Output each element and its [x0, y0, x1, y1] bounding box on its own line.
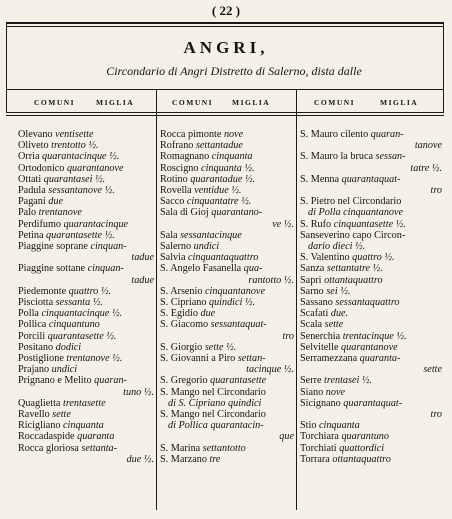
- place-distance: quaranta: [77, 431, 115, 443]
- place-distance: settan-: [237, 353, 266, 365]
- place-distance: cinquanta: [211, 151, 253, 163]
- place-name: S. Rufo: [300, 218, 332, 230]
- place-entry: [18, 308, 154, 319]
- place-distance: cinquanta ½.: [201, 162, 255, 174]
- place-name: S. Mauro cilento: [300, 129, 369, 140]
- place-distance: trentasette: [62, 397, 106, 409]
- place-entry: [18, 353, 154, 364]
- place-entry: [300, 387, 442, 398]
- place-entry: [300, 308, 442, 319]
- place-distance: due.: [330, 308, 349, 320]
- place-distance: quarantuno: [341, 431, 389, 443]
- place-entry: [18, 342, 154, 353]
- place-distance: cinquanta: [318, 420, 360, 432]
- place-distance: quarantasette ½.: [46, 229, 115, 241]
- place-distance: quarantanove: [66, 162, 124, 174]
- place-name: Ravello: [18, 409, 50, 421]
- header-miglia-1: MIGLIA: [96, 98, 135, 107]
- entry-continuation: que: [279, 431, 294, 443]
- place-entry: [18, 151, 154, 162]
- place-name: Sala: [160, 229, 178, 241]
- place-name: S. Giovanni a Piro: [160, 353, 236, 365]
- place-distance: sessan-: [375, 151, 406, 163]
- place-name: Pisciotta: [18, 297, 54, 309]
- place-entry: [300, 151, 442, 162]
- place-distance: sessantaquat-: [210, 319, 267, 331]
- entry-continuation: tadue: [131, 252, 154, 264]
- place-name: Ortodonico: [18, 162, 65, 174]
- place-entry: [160, 196, 294, 207]
- place-distance: sette: [324, 319, 344, 331]
- place-name: Torchiara: [300, 431, 339, 443]
- place-entry: [160, 129, 294, 140]
- place-entry: [300, 443, 442, 454]
- place-entry: [18, 420, 154, 431]
- place-distance: quaran-: [94, 375, 127, 387]
- place-entry: [160, 230, 294, 241]
- entry-continuation: tro: [282, 330, 294, 342]
- place-name: S. Arsenio: [160, 285, 203, 297]
- place-entry: [18, 129, 154, 140]
- header-bottom-rule: [6, 112, 444, 113]
- place-name: S. Marzano: [160, 453, 207, 465]
- entry-continuation: tacinque ½.: [246, 364, 294, 376]
- place-name: S. Valentino: [300, 252, 350, 264]
- place-distance: quarantaquat-: [341, 173, 401, 185]
- place-name: Senerchia: [300, 330, 341, 342]
- place-entry: [300, 230, 442, 241]
- place-distance: undici: [193, 241, 220, 253]
- header-bottom-rule-2: [6, 115, 444, 116]
- entry-continuation: tro: [430, 185, 442, 197]
- place-name: Salerno: [160, 241, 192, 253]
- document-title: ANGRI,: [183, 38, 269, 57]
- place-name: Porcili: [18, 330, 46, 342]
- place-entry: [300, 319, 442, 330]
- header-comuni-1: COMUNI: [34, 98, 76, 107]
- header-comuni-3: COMUNI: [314, 98, 356, 107]
- place-entry: [18, 331, 154, 342]
- place-distance: quarantaquat-: [343, 397, 403, 409]
- place-entry: [18, 286, 154, 297]
- place-entry: [18, 443, 154, 454]
- header-comuni-2: COMUNI: [172, 98, 214, 107]
- place-entry: [300, 263, 442, 274]
- entry-continuation: ve ½.: [272, 218, 294, 230]
- place-entry: [18, 241, 154, 252]
- place-entry: [300, 454, 442, 465]
- place-distance: quarantasei ½.: [43, 173, 106, 185]
- place-entry: [18, 163, 154, 174]
- place-name: Sicignano: [300, 397, 341, 409]
- header-miglia-3: MIGLIA: [380, 98, 419, 107]
- place-name: Rofrano: [160, 140, 194, 152]
- place-distance: undici: [51, 364, 78, 376]
- place-entry: [18, 431, 154, 442]
- place-name: Siano: [300, 386, 324, 398]
- document-subtitle: Circondario di Angri Distretto di Salerno, dista dalle: [106, 64, 362, 78]
- place-distance: cinquan-: [90, 241, 127, 253]
- place-name: Sapri: [300, 274, 322, 286]
- place-name: Stio: [300, 420, 317, 432]
- place-distance: cinquantasette ½.: [333, 218, 406, 230]
- place-entry: [160, 207, 294, 218]
- place-entry: [160, 342, 294, 353]
- entry-continuation: tuno ½.: [123, 386, 154, 398]
- place-name: Torrara: [300, 453, 330, 465]
- place-name: Selvitelle: [300, 341, 339, 353]
- place-name: Ottati: [18, 173, 42, 185]
- place-distance: trentanove ½.: [66, 353, 123, 365]
- place-entry: [160, 252, 294, 263]
- place-name: S. Angelo Fasanella: [160, 263, 242, 275]
- place-entry: [300, 331, 442, 342]
- place-name: Quaglietta: [18, 397, 61, 409]
- place-distance: cinquantatre ½.: [186, 196, 252, 208]
- place-distance: quaran-: [370, 129, 404, 140]
- place-entry: [300, 297, 442, 308]
- place-name: Palo: [18, 207, 37, 219]
- place-name: Olevano: [18, 129, 53, 140]
- place-distance: cinquantuno: [48, 319, 100, 331]
- place-entry: [18, 375, 154, 386]
- place-distance: quarantasette ½.: [47, 330, 117, 342]
- entry-continuation: di S. Cipriano quindici: [168, 397, 262, 409]
- entry-continuation: sette: [423, 364, 442, 376]
- place-name: Sacco: [160, 196, 185, 208]
- place-entry: [18, 230, 154, 241]
- place-distance: nove: [325, 386, 345, 398]
- column-divider-2: [296, 90, 297, 510]
- place-entry: [18, 207, 154, 218]
- entry-continuation: rantotto ½.: [248, 274, 294, 286]
- place-name: S. Cipriano: [160, 297, 207, 309]
- place-distance: quaranta-: [359, 353, 401, 365]
- place-name: Ricigliano: [18, 420, 61, 432]
- place-entry: [300, 174, 442, 185]
- place-name: Romagnano: [160, 151, 210, 163]
- place-name: Postiglione: [18, 353, 64, 365]
- place-name: Sassano: [300, 297, 333, 309]
- place-name: S. Mango nel Circondario: [160, 409, 266, 421]
- place-distance: sette ½.: [204, 341, 237, 353]
- place-name: Sanseverino capo Circon-: [300, 229, 406, 241]
- place-entry: [300, 252, 442, 263]
- frame-top-rule: [6, 22, 444, 24]
- place-distance: quarantadue ½.: [190, 173, 256, 185]
- page-number: ( 22 ): [211, 3, 241, 18]
- place-distance: trentasei ½.: [324, 375, 373, 387]
- place-entry: [160, 241, 294, 252]
- place-name: S. Gregorio: [160, 375, 208, 387]
- place-distance: settantatre ½.: [326, 263, 383, 275]
- place-entry: [160, 454, 294, 465]
- place-name: Roccadaspide: [18, 431, 75, 443]
- place-distance: quarantano-: [211, 207, 263, 219]
- place-name: Prignano e Melito: [18, 375, 92, 387]
- place-distance: ottantaquattro: [332, 453, 391, 465]
- place-name: Pollica: [18, 319, 47, 331]
- place-name: S. Mango nel Circondario: [160, 386, 266, 398]
- place-name: S. Marina: [160, 442, 201, 454]
- column-2: [160, 129, 294, 514]
- place-entry: [160, 163, 294, 174]
- place-entry: [160, 375, 294, 386]
- place-distance: quarantacinque: [63, 218, 129, 230]
- place-entry: [300, 398, 442, 409]
- place-name: Salvia: [160, 252, 186, 264]
- place-entry: [18, 140, 154, 151]
- place-distance: cinquantanove: [205, 285, 265, 297]
- place-entry: [160, 409, 294, 420]
- place-name: Roscigno: [160, 162, 199, 174]
- place-entry: [160, 185, 294, 196]
- place-name: Prajano: [18, 364, 50, 376]
- place-distance: sessantanove ½.: [48, 185, 115, 197]
- place-entry: [160, 297, 294, 308]
- place-entry: [18, 364, 154, 375]
- place-entry: [18, 263, 154, 274]
- place-distance: trentanove: [38, 207, 82, 219]
- header-top-rule: [6, 89, 444, 90]
- place-name: S. Menna: [300, 173, 340, 185]
- entry-continuation: due ½.: [126, 453, 154, 465]
- place-name: S. Egidio: [160, 308, 198, 320]
- place-entry: [300, 431, 442, 442]
- place-distance: ventidue ½.: [194, 185, 242, 197]
- place-distance: ottantaquattro: [324, 274, 383, 286]
- place-distance: quattro ½.: [352, 252, 395, 264]
- place-entry: [18, 297, 154, 308]
- header-miglia-2: MIGLIA: [232, 98, 271, 107]
- place-entry: [18, 185, 154, 196]
- place-name: Rotino: [160, 173, 188, 185]
- place-name: S. Giorgio: [160, 341, 203, 353]
- place-distance: sette: [52, 409, 71, 421]
- place-distance: quarantanove: [341, 341, 398, 353]
- place-name: Pagani: [18, 196, 46, 208]
- place-distance: dodici: [55, 341, 82, 353]
- entry-continuation: tro: [430, 409, 442, 421]
- place-entry: [160, 319, 294, 330]
- place-name: Piaggine soprane: [18, 241, 88, 253]
- place-name: Perdifumo: [18, 218, 62, 230]
- place-name: Serre: [300, 375, 322, 387]
- place-distance: cinquantaquattro: [188, 252, 259, 264]
- place-distance: quarantasette: [210, 375, 267, 387]
- place-entry: [160, 151, 294, 162]
- place-name: Rovella: [160, 185, 192, 197]
- place-entry: [18, 409, 154, 420]
- place-entry: [160, 140, 294, 151]
- place-name: Scala: [300, 319, 323, 331]
- place-entry: [300, 342, 442, 353]
- place-entry: [300, 196, 442, 207]
- place-distance: due: [48, 196, 63, 208]
- place-entry: [18, 319, 154, 330]
- place-name: Orria: [18, 151, 40, 163]
- entry-continuation: di Polla cinquantanove: [308, 207, 404, 219]
- place-name: S. Giacomo: [160, 319, 209, 331]
- place-name: Rocca pimonte: [160, 129, 222, 140]
- place-entry: [300, 286, 442, 297]
- place-entry: [18, 219, 154, 230]
- entry-continuation: tadue: [131, 274, 154, 286]
- place-distance: due: [200, 308, 216, 320]
- place-entry: [300, 129, 442, 140]
- place-name: Piedemonte: [18, 285, 67, 297]
- place-entry: [18, 398, 154, 409]
- place-distance: settantotto: [202, 442, 246, 454]
- place-entry: [300, 353, 442, 364]
- place-name: Piaggine sottane: [18, 263, 86, 275]
- place-entry: [18, 174, 154, 185]
- place-entry: [160, 263, 294, 274]
- place-distance: nove: [223, 129, 244, 140]
- place-distance: quattordici: [339, 442, 385, 454]
- place-distance: qua-: [243, 263, 263, 275]
- column-divider-1: [156, 90, 157, 510]
- place-entry: [300, 420, 442, 431]
- frame-left-rule: [6, 22, 7, 112]
- place-distance: trentacinque ½.: [342, 330, 407, 342]
- place-entry: [300, 375, 442, 386]
- place-distance: sessantacinque: [180, 229, 242, 241]
- place-distance: cinquan-: [87, 263, 124, 275]
- place-entry: [18, 196, 154, 207]
- place-distance: quindici ½.: [208, 297, 256, 309]
- column-3: [300, 129, 442, 514]
- entry-continuation: di Pollica quarantacin-: [168, 420, 264, 432]
- place-entry: [160, 443, 294, 454]
- place-distance: quarantacinque ½.: [42, 151, 120, 163]
- place-name: Sala di Gioj: [160, 207, 209, 219]
- place-distance: trentotto ½.: [51, 140, 99, 152]
- place-distance: cinquantacinque ½.: [41, 308, 123, 320]
- place-entry: [300, 275, 442, 286]
- place-name: Sarno: [300, 285, 324, 297]
- place-distance: settantadue: [195, 140, 243, 152]
- frame-top-thin-rule: [6, 26, 444, 27]
- place-distance: quattro ½.: [68, 285, 112, 297]
- column-1: [18, 129, 154, 514]
- place-entry: [300, 219, 442, 230]
- place-name: Rocca gloriosa: [18, 442, 79, 454]
- place-entry: [160, 286, 294, 297]
- place-name: Sanza: [300, 263, 325, 275]
- place-distance: sessantaquattro: [335, 297, 400, 309]
- place-name: Serramezzana: [300, 353, 358, 365]
- place-name: Padula: [18, 185, 46, 197]
- place-name: Polla: [18, 308, 39, 320]
- place-name: Torchiati: [300, 442, 337, 454]
- place-name: S. Pietro nel Circondario: [300, 196, 402, 208]
- entry-continuation: dario dieci ½.: [308, 241, 366, 253]
- place-distance: settanta-: [81, 442, 118, 454]
- place-name: Scafati: [300, 308, 329, 320]
- place-distance: sessanta ½.: [55, 297, 103, 309]
- place-distance: ventisette: [55, 129, 94, 140]
- place-entry: [160, 353, 294, 364]
- place-name: Positano: [18, 341, 54, 353]
- entry-continuation: tatre ½.: [410, 162, 442, 174]
- place-distance: cinquanta: [63, 420, 104, 432]
- entry-continuation: tanove: [414, 140, 442, 152]
- place-name: S. Mauro la bruca: [300, 151, 373, 163]
- place-name: Petina: [18, 229, 44, 241]
- place-distance: tre: [209, 453, 221, 465]
- place-entry: [160, 308, 294, 319]
- place-entry: [160, 387, 294, 398]
- place-name: Oliveto: [18, 140, 49, 152]
- place-distance: sei ½.: [326, 285, 351, 297]
- place-entry: [160, 174, 294, 185]
